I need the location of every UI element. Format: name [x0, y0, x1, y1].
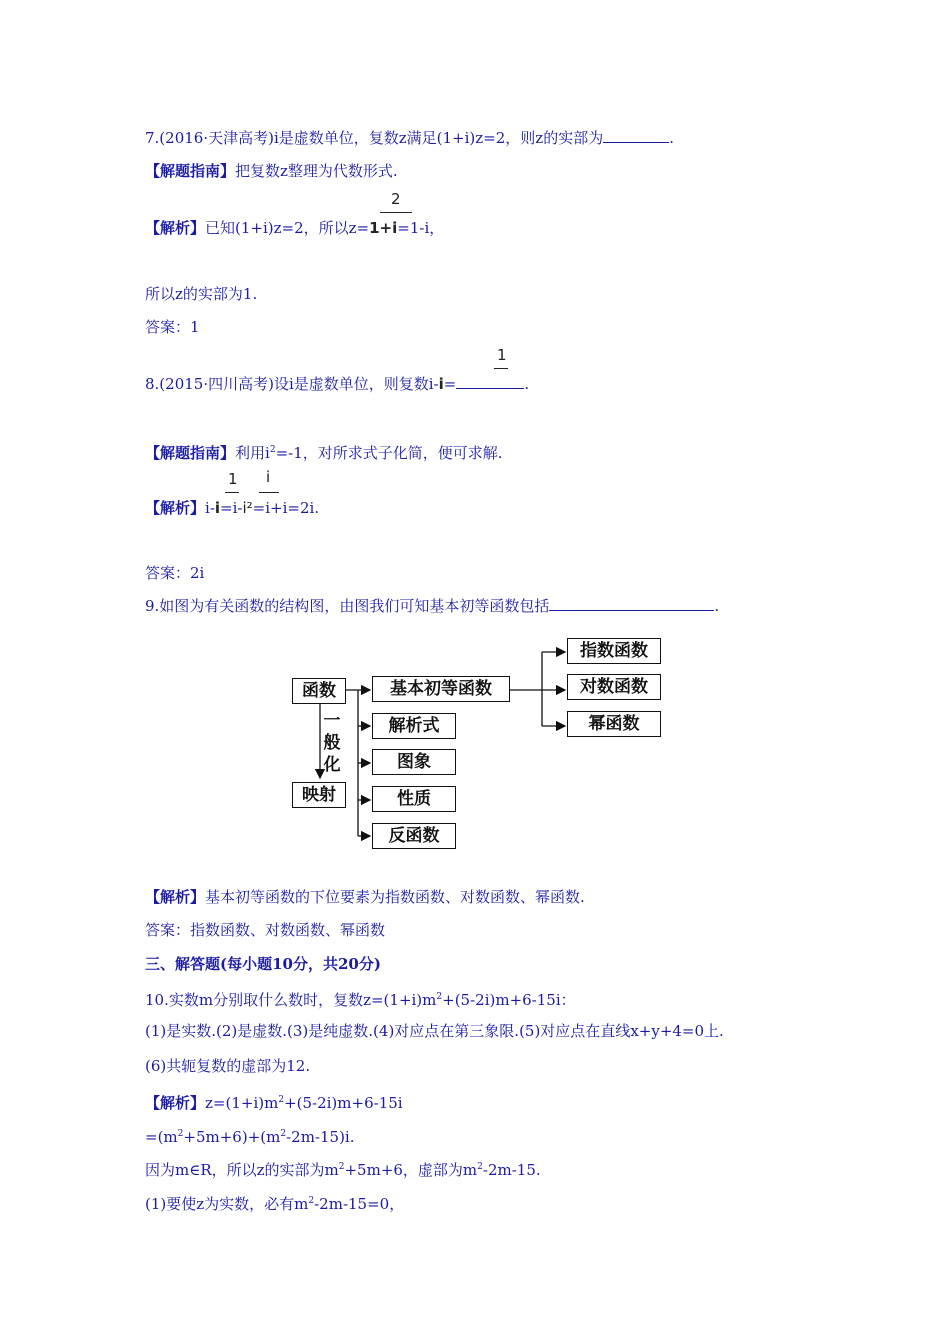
- q10-solution-2: $=(m^2+5m+6)+(m^2-2m-15)i$.: [145, 1128, 355, 1146]
- box-graph: 图象: [372, 749, 456, 775]
- q8-guide: 【解题指南】利用$i^2=-1$，对所求式子化简，便可求解.: [145, 444, 503, 462]
- q10-question: 10.实数m分别取什么数时，复数$z=(1+i)m^2+(5-2i)m+6-15i$：: [145, 991, 576, 1009]
- q8-sol-frac1-numerator: 1: [228, 470, 238, 488]
- function-structure-diagram: [290, 636, 670, 856]
- q7-frac-bar: [380, 212, 412, 213]
- q7-guide: 【解题指南】把复数z整理为代数形式.: [145, 162, 398, 180]
- box-function: 函数: [292, 678, 346, 704]
- box-basic-elementary-functions: 基本初等函数: [372, 676, 510, 702]
- box-power-function: 幂函数: [567, 711, 661, 737]
- q8-sol-frac1-bar: [225, 492, 239, 493]
- q10-part6: (6)共轭复数的虚部为12.: [145, 1057, 311, 1075]
- answer-blank: [603, 128, 669, 143]
- generalize-char-1: 一: [323, 711, 341, 731]
- q10-parts: (1)是实数.(2)是虚数.(3)是纯虚数.(4)对应点在第三象限.(5)对应点在直线x+y+4=0上.: [145, 1022, 724, 1040]
- box-analytic-expression: 解析式: [372, 713, 456, 739]
- q10-solution-1: 【解析】$z=(1+i)m^2+(5-2i)m+6-15i$: [145, 1094, 403, 1112]
- answer-blank: [549, 596, 714, 611]
- q7-answer: 答案：1: [145, 318, 200, 336]
- q7-frac-denominator: 1+i: [369, 219, 398, 237]
- q8-answer: 答案：2i: [145, 564, 205, 582]
- q8-sol-frac2-bar: [259, 492, 279, 493]
- q7-solution-2: 所以z的实部为1.: [145, 285, 258, 303]
- q8-frac-numerator: 1: [497, 346, 507, 364]
- q9-answer: 答案：指数函数、对数函数、幂函数: [145, 921, 386, 939]
- q8-question: 8.(2015·四川高考)设i是虚数单位，则复数i-i= .: [145, 375, 530, 393]
- box-inverse-function: 反函数: [372, 823, 456, 849]
- q7-solution: 【解析】已知(1+i)z=2，所以z=1+i=1-i，: [145, 219, 445, 237]
- answer-blank: [456, 374, 524, 389]
- q10-solution-3: 因为m∈R，所以z的实部为$m^2+5m+6$，虚部为$m^2-2m-15$.: [145, 1161, 541, 1179]
- box-properties: 性质: [372, 786, 456, 812]
- q7-question: 7.(2016·天津高考)i是虚数单位，复数z满足(1+i)z=2，则z的实部为 .: [145, 129, 674, 147]
- q8-frac-bar: [494, 368, 508, 369]
- q7-frac-numerator: 2: [391, 190, 401, 208]
- generalize-char-3: 化: [323, 755, 341, 775]
- q8-frac-denominator: i: [438, 375, 444, 393]
- box-mapping: 映射: [292, 782, 346, 808]
- q10-solution-4: (1)要使z为实数，必有$m^2-2m-15=0$，: [145, 1195, 405, 1213]
- q8-sol-frac2-numerator: i: [266, 468, 271, 486]
- generalize-char-2: 般: [323, 733, 341, 753]
- box-logarithmic-function: 对数函数: [567, 674, 661, 700]
- diagram-connectors: [290, 636, 670, 856]
- section-heading: 三、解答题(每小题10分，共20分): [145, 955, 381, 973]
- q8-solution: 【解析】i-i=i-i²=i+i=2i.: [145, 499, 320, 517]
- q9-solution: 【解析】基本初等函数的下位要素为指数函数、对数函数、幂函数.: [145, 888, 585, 906]
- box-exponential-function: 指数函数: [567, 638, 661, 664]
- q9-question: 9.如图为有关函数的结构图，由图我们可知基本初等函数包括 .: [145, 597, 720, 615]
